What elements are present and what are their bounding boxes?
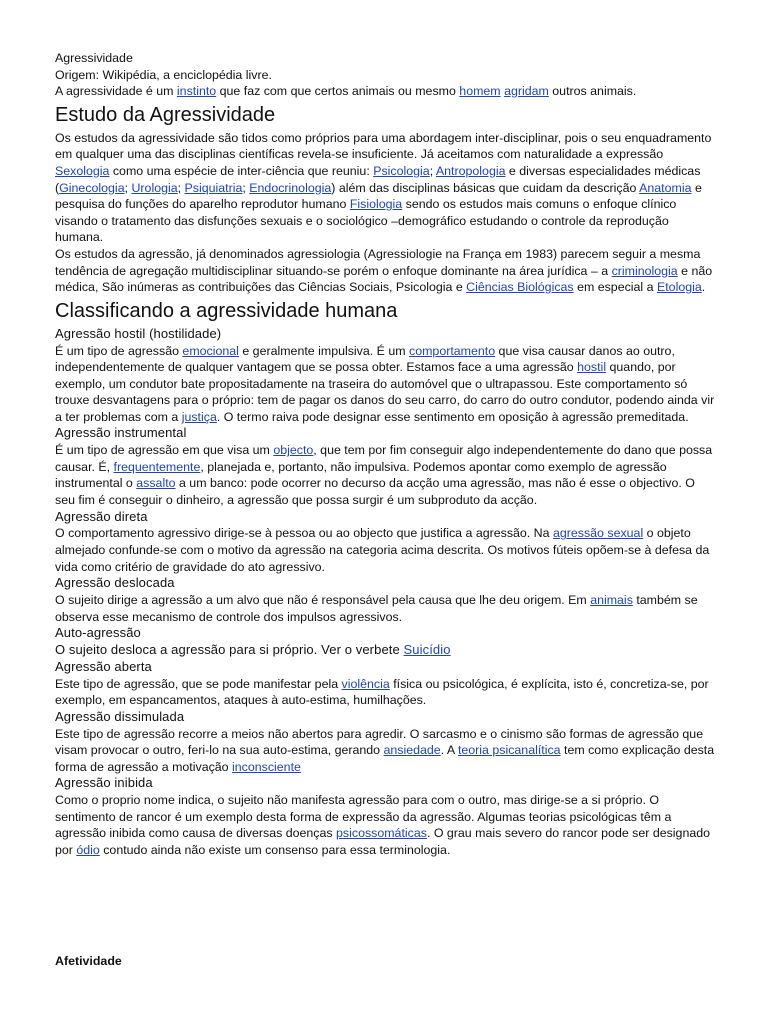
link-animais[interactable]: animais [590,593,633,608]
link-criminologia[interactable]: criminologia [611,263,678,278]
link-ciencias-biologicas[interactable]: Ciências Biológicas [466,280,574,295]
link-urologia[interactable]: Urologia [131,180,178,195]
subheading-instrumental: Agressão instrumental [55,425,187,441]
text: . O grau mais severo do rancor pode ser designado por [55,826,711,857]
text: ; [429,163,436,178]
text: Os estudos da agressividade são tidos como próprios para uma abordagem inter-disciplinar, pois o seu enquadramento em qualquer uma das disciplinas científicas revela-se insuficiente. Já aceitamos com naturalidade a expressão [55,130,712,162]
text: Este tipo de agressão recorre a meios não abertos para agredir. O sarcasmo e o cinismo são formas de agressão que visam provocar o outro, feri-lo na sua auto-estima, gerando [55,726,704,758]
link-instinto[interactable]: instinto [176,84,217,99]
link-hostil[interactable]: hostil [577,360,607,375]
text: a um banco: pode ocorrer no decurso da acção uma agressão, mas não é esse o objectivo. O seu fim é conseguir o dinheiro, a agressão que possa surgir é um subproduto da acção. [55,476,695,508]
hostil-paragraph [55,343,717,426]
inibida-paragraph [55,792,717,858]
link-psicossomaticas[interactable]: psicossomáticas [336,826,427,841]
link-suicidio[interactable]: Suicídio [403,642,451,658]
heading-classificando: Classificando a agressividade humana [55,299,398,322]
text: que faz com que certos animais ou mesmo [216,84,460,99]
text: contudo ainda não existe um consenso para essa terminologia. [99,842,451,857]
link-sexologia[interactable]: Sexologia [55,163,110,178]
text: também se observa esse mecanismo de controle dos impulsos agressivos. [55,593,698,624]
link-ginecologia[interactable]: Ginecologia [59,180,125,195]
link-comportamento[interactable]: comportamento [409,343,496,358]
text: A agressividade é um [55,84,177,99]
intro-paragraph [55,83,717,100]
link-etologia[interactable]: Etologia [656,280,702,295]
text: O sujeito dirige a agressão a um alvo que não é responsável pela causa que lhe deu origem. Em [55,593,591,608]
text: quando, por exemplo, um condutor bate propositadamente na traseira do automóvel que o ultrapassou. Este comportamento só trouxe desvantagens para o próprio: tem de pagar os danos do seu carro, do carro do outro condutor, podendo ainda vir a ter problemas com a [55,360,715,424]
text: , planejada e, portanto, não impulsiva. Podemos apontar como exemplo de agressão instrumental o [55,459,667,491]
text: É um tipo de agressão [55,343,183,358]
text: Como o proprio nome indica, o sujeito não manifesta agressão para com o outro, mas dirige-se a si próprio. O sentimento de rancor é um exemplo desta forma de expressão da agressão. Algumas teorias psicológicas têm a agressão inibida como causa de diversas doenças [55,793,672,841]
link-inconsciente[interactable]: inconsciente [232,759,301,774]
link-agridam[interactable]: agridam [504,84,549,99]
document-body [55,50,717,859]
text: tem como explicação desta forma de agressão a motivação [55,743,715,774]
text: como uma espécie de inter-ciência que reuniu: [109,163,374,178]
auto-paragraph [55,642,717,659]
footer-next-topic: Afetividade [55,954,122,968]
link-fisiologia[interactable]: Fisiologia [349,197,403,212]
subheading-hostil: Agressão hostil (hostilidade) [55,325,222,341]
text: o objeto almejado confunde-se com o motivo da agressão na categoria acima descrita. Os motivos fúteis opõem-se à defesa da vida como critério de gravidade do ato agressivo. [55,526,710,574]
text: ; [177,180,185,195]
deslocada-paragraph [55,592,717,625]
text: É um tipo de agressão em que visa um [55,443,274,458]
subheading-direta: Agressão direta [55,508,148,524]
link-violencia[interactable]: violência [341,676,390,691]
text: e diversas especialidades médicas ( [55,163,701,195]
link-agressao-sexual[interactable]: agressão sexual [552,526,644,541]
subheading-dissimulada: Agressão dissimulada [55,708,185,724]
link-ansiedade[interactable]: ansiedade [383,743,441,758]
text: . O termo raiva pode designar esse sentimento em oposição à agressão premeditada. [216,409,689,424]
text: física ou psicológica, é explícita, isto é, concretiza-se, por exemplo, em espancamentos, ataques à auto-estima, humilhações. [55,676,709,708]
text: Este tipo de agressão, que se pode manifestar pela [55,676,342,691]
dissimulada-paragraph [55,726,717,776]
subheading-auto: Auto-agressão [55,625,141,641]
text: e não médica, São inúmeras as contribuições das Ciências Sociais, Psicologia e [55,263,713,295]
link-homem[interactable]: homem [459,84,501,99]
text: e pesquisa do funções do aparelho reprodutor humano [55,180,702,212]
text: , que tem por fim conseguir algo independentemente do dano que possa causar. É, [55,443,713,474]
text: ) além das disciplinas básicas que cuidam da descrição [331,180,640,195]
text: O sujeito desloca a agressão para si próprio. Ver o verbete [55,642,404,658]
text: em especial a [573,280,657,295]
link-frequentemente[interactable]: frequentemente [113,459,201,474]
link-assalto[interactable]: assalto [136,476,176,491]
text: sendo os estudos mais comuns o enfoque clínico visando o tratamento das disfunções sexuais e o sociológico –demográfico estudando o controle da reprodução humana. [55,197,677,245]
text: ; [242,180,250,195]
link-justica[interactable]: justiça [181,409,217,424]
instrumental-paragraph [55,442,717,508]
text: . A [440,743,458,758]
link-psiquiatria[interactable]: Psiquiatria [184,180,243,195]
subheading-deslocada: Agressão deslocada [55,575,175,591]
estudo-paragraph-2 [55,246,717,296]
link-odio[interactable]: ódio [76,842,100,857]
text: que visa causar danos ao outro, independentemente de qualquer vantagem que se possa obter. Estamos face a uma agressão [55,343,675,375]
subheading-aberta: Agressão aberta [55,658,152,674]
aberta-paragraph [55,676,717,709]
link-antropologia[interactable]: Antropologia [435,163,506,178]
text: Os estudos da agressão, já denominados agressiologia (Agressiologie na França em 1983) parecem seguir a mesma tendência de agregação multidisciplinar situando-se porém o enfoque dominante na área jurídica – a [55,246,701,278]
text: e geralmente impulsiva. É um [238,343,410,358]
link-anatomia[interactable]: Anatomia [639,180,692,195]
doc-source: Origem: Wikipédia, a enciclopédia livre. [55,67,272,82]
text: O comportamento agressivo dirige-se à pessoa ou ao objecto que justifica a agressão. Na [55,526,553,541]
link-endocrinologia[interactable]: Endocrinologia [249,180,332,195]
text: outros animais. [548,84,637,99]
text: ; [124,180,132,195]
link-objecto[interactable]: objecto [273,443,314,458]
link-teoria-psicanalitica[interactable]: teoria psicanalítica [457,743,561,758]
text: . [701,280,706,295]
estudo-paragraph-1 [55,130,717,246]
direta-paragraph [55,525,717,575]
link-psicologia[interactable]: Psicologia [373,163,430,178]
link-emocional[interactable]: emocional [182,343,239,358]
subheading-inibida: Agressão inibida [55,775,153,791]
heading-estudo: Estudo da Agressividade [55,103,276,126]
doc-title: Agressividade [55,51,133,65]
